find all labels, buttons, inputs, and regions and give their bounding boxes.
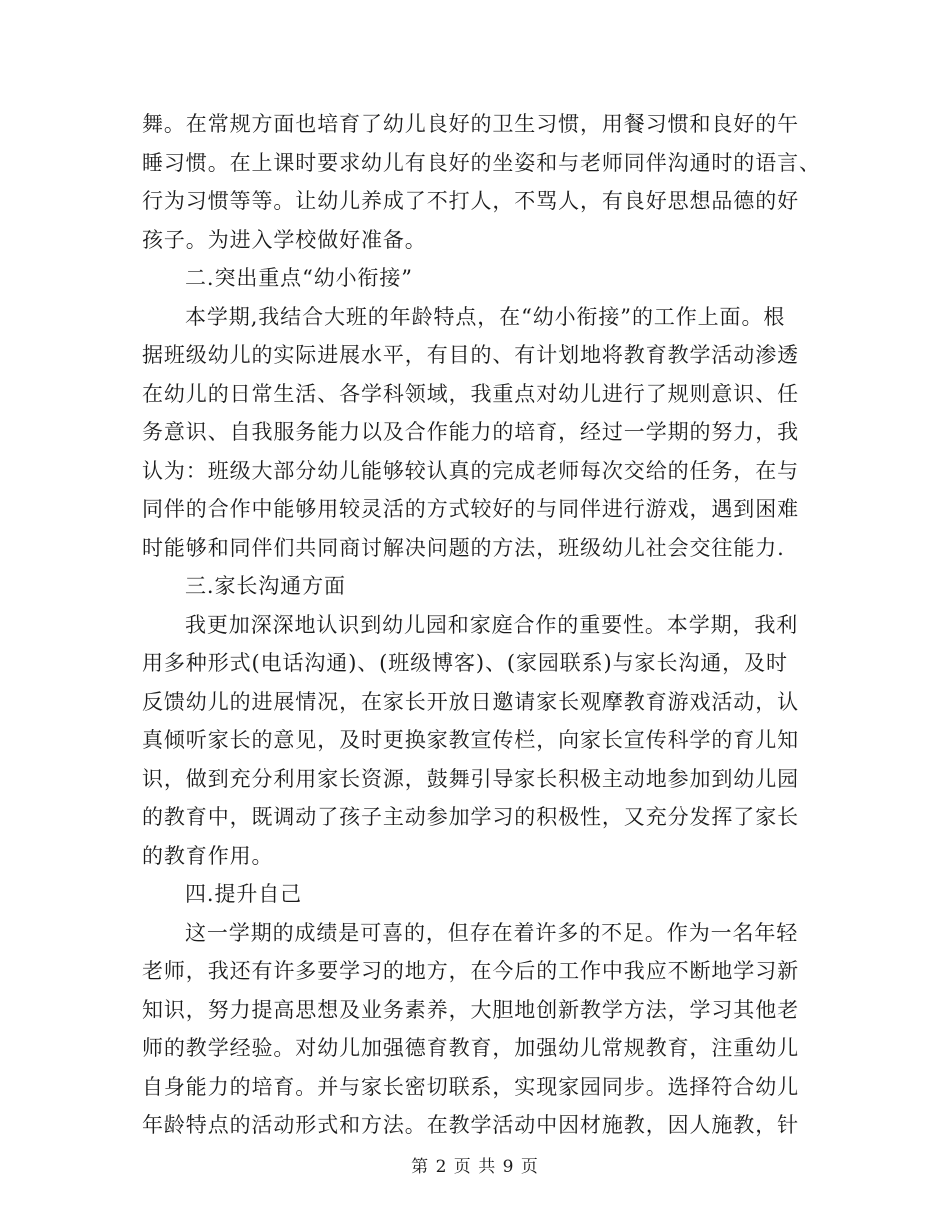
page-number-footer: 第 2 页 共 9 页 <box>411 1157 539 1177</box>
body-line: 的教育中，既调动了孩子主动参加学习的积极性，又充分发挥了家长 <box>142 805 799 829</box>
body-line: 孩子。为进入学校做好准备。 <box>142 227 427 252</box>
body-line: 师的教学经验。对幼儿加强德育教育，加强幼儿常规教育，注重幼儿 <box>142 1036 799 1060</box>
section-heading-2: 二.突出重点“幼小衔接” <box>185 266 413 290</box>
section-heading-3: 三.家长沟通方面 <box>185 574 346 598</box>
body-line: 自身能力的培育。并与家长密切联系，实现家园同步。选择符合幼儿 <box>142 1074 799 1099</box>
body-line: 用多种形式(电话沟通)、(班级博客)、(家园联系)与家长沟通，及时 <box>142 651 788 675</box>
body-line: 的教育作用。 <box>142 843 274 868</box>
body-line: 行为习惯等等。让幼儿养成了不打人，不骂人，有良好思想品德的好 <box>142 189 799 213</box>
body-line: 时能够和同伴们共同商讨解决问题的方法，班级幼儿社会交往能力. <box>142 535 785 560</box>
body-line: 反馈幼儿的进展情况，在家长开放日邀请家长观摩教育游戏活动，认 <box>142 689 799 714</box>
body-line: 据班级幼儿的实际进展水平，有目的、有计划地将教育教学活动渗透 <box>142 343 799 367</box>
body-line: 认为：班级大部分幼儿能够较认真的完成老师每次交给的任务，在与 <box>142 458 799 483</box>
body-line: 老师，我还有许多要学习的地方，在今后的工作中我应不断地学习新 <box>142 959 799 983</box>
body-line: 同伴的合作中能够用较灵活的方式较好的与同伴进行游戏，遇到困难 <box>142 497 799 521</box>
body-line: 睡习惯。在上课时要求幼儿有良好的坐姿和与老师同伴沟通时的语言、 <box>142 150 821 175</box>
section-heading-4: 四.提升自己 <box>185 882 303 906</box>
body-line: 本学期,我结合大班的年龄特点，在“幼小衔接”的工作上面。根 <box>185 304 786 329</box>
body-line: 务意识、自我服务能力以及合作能力的培育，经过一学期的努力，我 <box>142 420 799 444</box>
body-line: 舞。在常规方面也培育了幼儿良好的卫生习惯，用餐习惯和良好的午 <box>142 112 799 136</box>
body-line: 真倾听家长的意见，及时更换家教宣传栏，向家长宣传科学的育儿知 <box>142 728 799 752</box>
body-line: 我更加深深地认识到幼儿园和家庭合作的重要性。本学期，我利 <box>185 612 799 637</box>
document-body <box>142 105 821 1145</box>
body-line: 这一学期的成绩是可喜的，但存在着许多的不足。作为一名年轻 <box>185 920 799 945</box>
body-line: 识，做到充分利用家长资源，鼓舞引导家长积极主动地参加到幼儿园 <box>142 766 799 791</box>
body-line: 年龄特点的活动形式和方法。在教学活动中因材施教，因人施教，针 <box>142 1113 799 1137</box>
body-line: 知识，努力提高思想及业务素养，大胆地创新教学方法，学习其他老 <box>142 997 799 1022</box>
body-line: 在幼儿的日常生活、各学科领域，我重点对幼儿进行了规则意识、任 <box>142 381 799 406</box>
